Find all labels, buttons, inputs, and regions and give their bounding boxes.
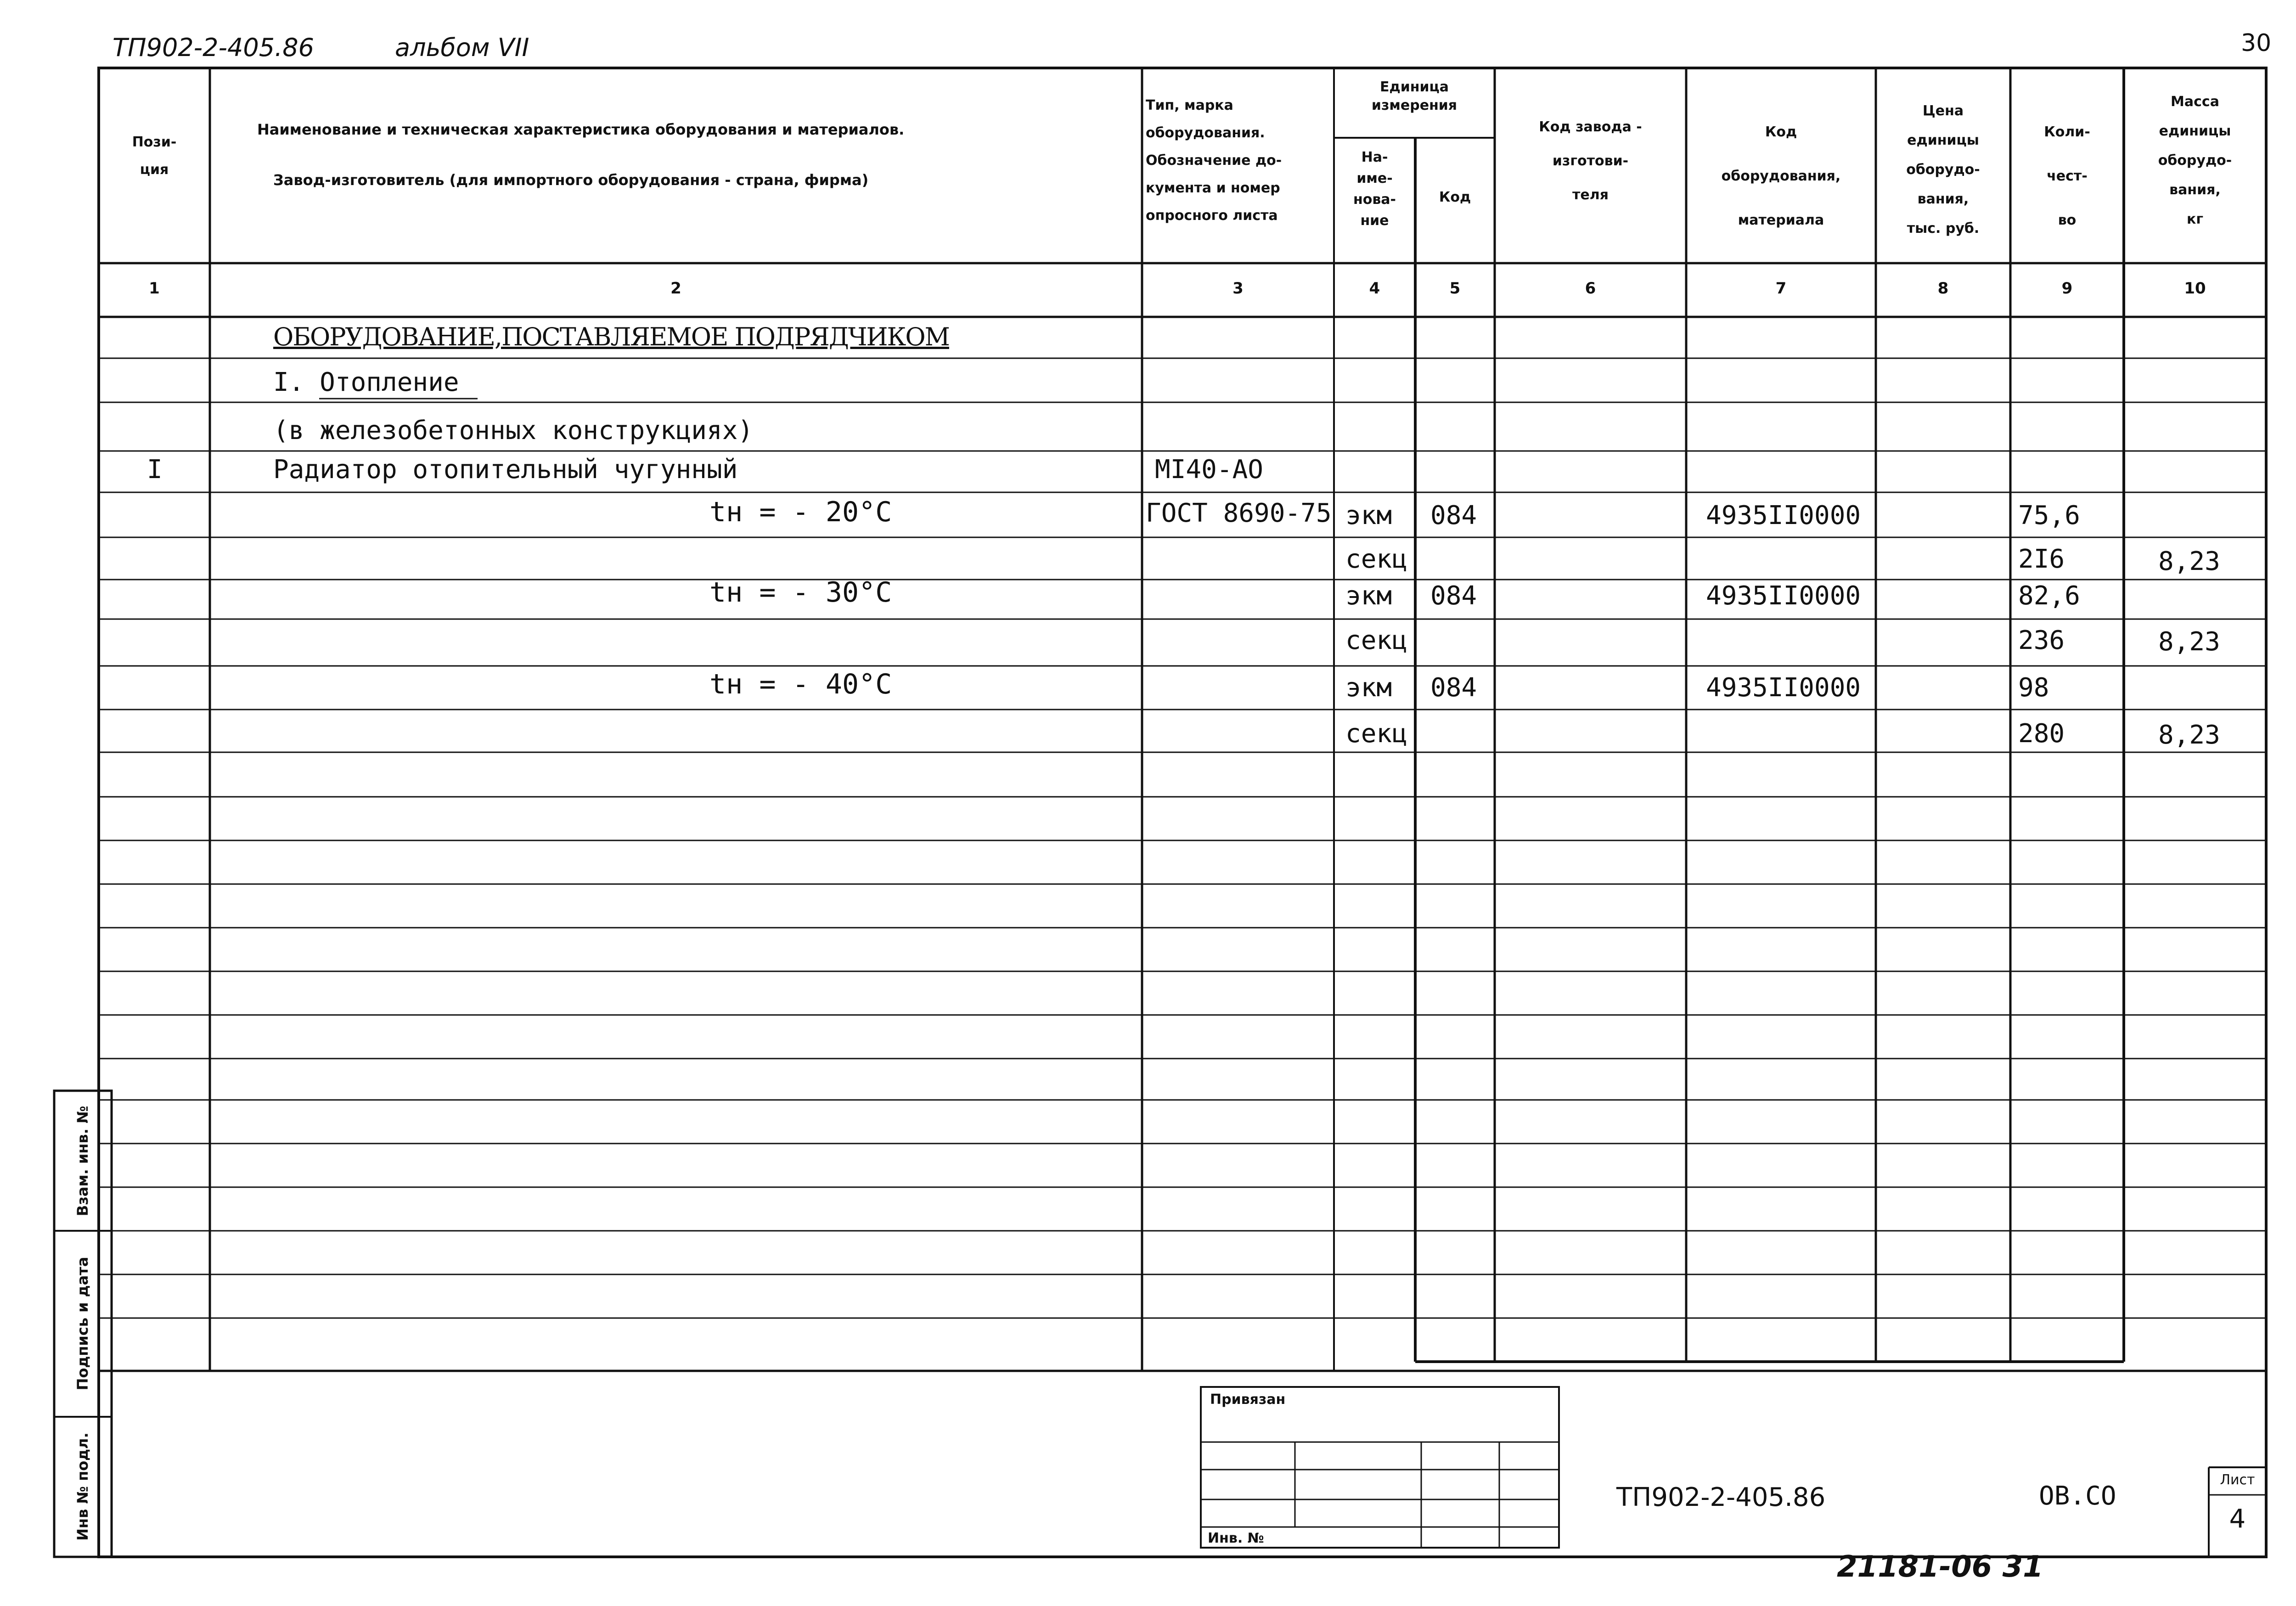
table-cell-quantity: 75,6	[2018, 501, 2080, 530]
table-cell-unit-code: 084	[1430, 673, 1477, 703]
title-block-section: ОВ.СО	[2039, 1481, 2116, 1511]
stamp-signature-date: Подпись и дата	[74, 1257, 91, 1391]
stamp-inv-replacement: Взам. инв. №	[74, 1105, 91, 1217]
col-header-equipment-code: Код оборудования, материала	[1721, 124, 1841, 228]
section-heading: ОБОРУДОВАНИЕ,ПОСТАВЛЯЕМОЕ ПОДРЯДЧИКОМ	[273, 322, 949, 351]
col-number: 1	[149, 279, 160, 298]
table-cell-equipment-code: 4935II0000	[1706, 501, 1861, 530]
col-number: 7	[1775, 279, 1787, 298]
col-header-name-line1: Наименование и техническая характеристика оборудования и материалов.	[257, 121, 905, 138]
table-cell-name: tн = - 20°С	[709, 496, 892, 528]
table-cell-type: ГОСТ 8690-75	[1146, 498, 1332, 528]
col-number: 5	[1449, 279, 1461, 298]
col-header-name-line2: Завод-изготовитель (для импортного оборудования - страна, фирма)	[273, 171, 869, 189]
col-header-type: Тип, марка оборудования. Обозначение до- кумента и номер опросного листа	[1146, 97, 1282, 224]
col-number: 2	[670, 279, 681, 298]
stamp-inv-original: Инв № подл.	[74, 1432, 91, 1541]
table-cell-unit: экм	[1345, 581, 1392, 611]
table-cell-name: (в железобетонных конструкциях)	[273, 416, 754, 445]
sheet-number: 4	[2229, 1504, 2246, 1534]
col-header-unit-name: На- име- нова- ние	[1353, 149, 1396, 229]
col-header-mass: Масса единицы оборудо- вания, кг	[2158, 94, 2232, 227]
table-cell-unit-code: 084	[1430, 581, 1477, 611]
table-cell-quantity: 2I6	[2018, 544, 2065, 574]
page-number: 30	[2241, 29, 2272, 57]
col-number: 4	[1369, 279, 1380, 298]
table-cell-unit: экм	[1345, 673, 1392, 703]
table-cell-mass: 8,23	[2158, 547, 2220, 576]
table-cell-position: I	[147, 455, 163, 485]
col-header-position: Пози- ция	[132, 134, 177, 178]
album-label: альбом VII	[395, 33, 529, 62]
col-number: 10	[2184, 279, 2206, 298]
subsection-heading: I. Отопление	[273, 367, 459, 397]
sheet-label: Лист	[2220, 1472, 2255, 1488]
table-cell-equipment-code: 4935II0000	[1706, 581, 1861, 611]
table-cell-unit: секц	[1345, 719, 1407, 749]
table-cell-quantity: 236	[2018, 625, 2065, 655]
table-cell-unit-code: 084	[1430, 501, 1477, 530]
col-header-quantity: Коли- чест- во	[2044, 124, 2090, 228]
table-cell-unit: секц	[1345, 625, 1407, 655]
table-cell-type: МI40-АО	[1155, 455, 1264, 485]
table-cell-quantity: 82,6	[2018, 581, 2080, 611]
col-number: 8	[1937, 279, 1949, 298]
table-cell-quantity: 98	[2018, 673, 2049, 703]
col-header-factory-code: Код завода - изготови- теля	[1539, 119, 1642, 203]
archive-number: 21181-06 31	[1837, 1550, 2043, 1584]
col-number: 6	[1585, 279, 1596, 298]
document-code: ТП902-2-405.86	[113, 33, 314, 62]
col-header-price: Цена единицы оборудо- вания, тыс. руб.	[1906, 103, 1980, 237]
table-cell-unit: экм	[1345, 501, 1392, 530]
table-cell-mass: 8,23	[2158, 720, 2220, 750]
col-header-unit-code: Код	[1439, 189, 1471, 205]
table-cell-name: tн = - 30°С	[709, 576, 892, 609]
title-block-doc-code: ТП902-2-405.86	[1616, 1482, 1826, 1512]
col-number: 3	[1232, 279, 1244, 298]
col-header-unit-group: Единица измерения	[1371, 79, 1458, 113]
col-number: 9	[2061, 279, 2073, 298]
title-block-privyazan: Привязан	[1210, 1392, 1286, 1408]
table-cell-quantity: 280	[2018, 719, 2065, 749]
title-block-inv-no: Инв. №	[1208, 1530, 1264, 1546]
table-cell-equipment-code: 4935II0000	[1706, 673, 1861, 703]
table-cell-name: Радиатор отопительный чугунный	[273, 455, 738, 485]
table-cell-mass: 8,23	[2158, 627, 2220, 657]
table-cell-name: tн = - 40°С	[709, 668, 892, 700]
table-cell-unit: секц	[1345, 544, 1407, 574]
